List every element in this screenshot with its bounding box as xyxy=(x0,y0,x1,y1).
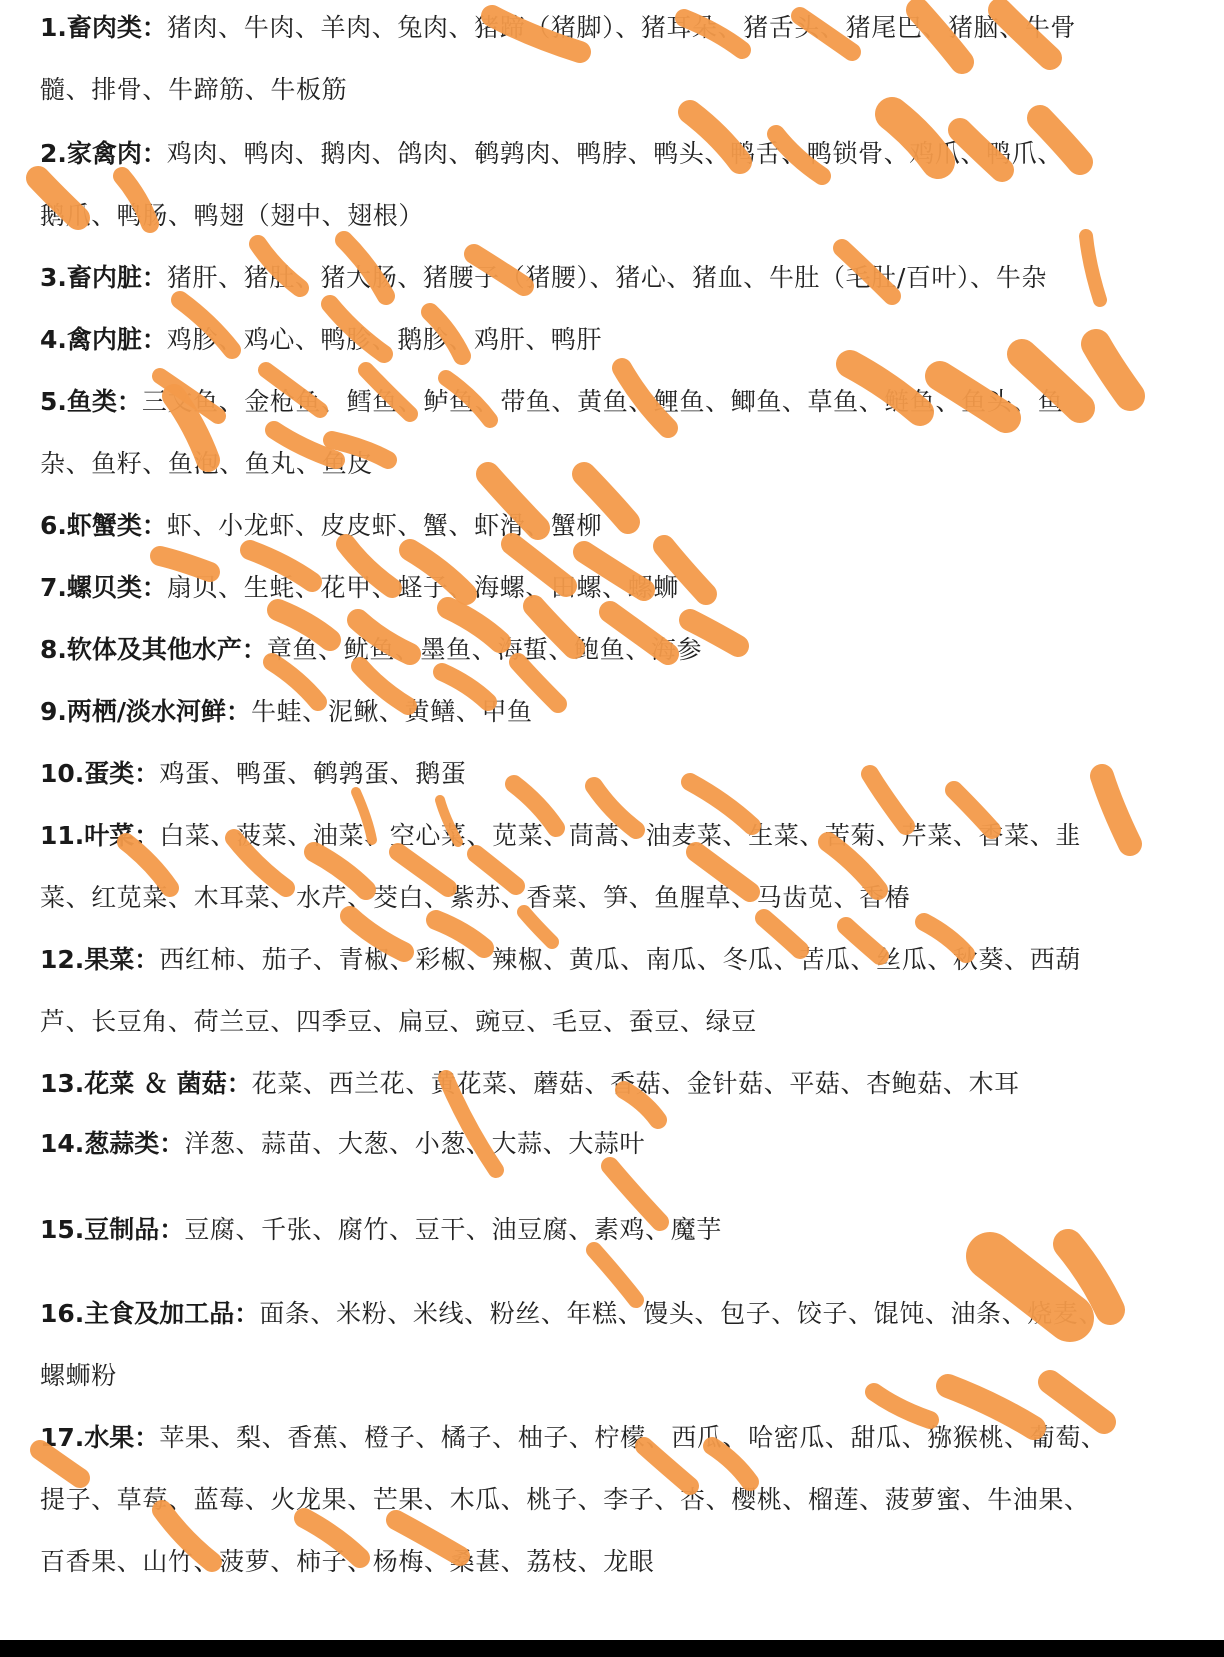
category-label: 花菜 ＆ 菌菇： xyxy=(84,1069,252,1098)
category-label: 两栖/淡水河鲜： xyxy=(66,697,252,726)
list-line xyxy=(40,196,1204,236)
category-label: 禽内脏： xyxy=(66,325,167,354)
list-line xyxy=(40,444,1204,484)
list-line xyxy=(40,320,1204,360)
list-line xyxy=(40,692,1204,732)
food-items-text: 鹅爪、鸭肠、鸭翅（翅中、翅根） xyxy=(40,201,425,230)
list-line xyxy=(40,1480,1204,1520)
food-items-text: 白菜、菠菜、油菜、空心菜、苋菜、茼蒿、油麦菜、生菜、苦菊、芹菜、香菜、韭 xyxy=(159,821,1081,850)
category-number: 17. xyxy=(40,1423,85,1452)
food-items-text: 螺蛳粉 xyxy=(40,1361,117,1390)
food-items-text: 猪肉、牛肉、羊肉、兔肉、猪蹄（猪脚）、猪耳朵、猪舌头、猪尾巴、猪脑、牛骨 xyxy=(166,13,1077,42)
category-number: 7. xyxy=(40,573,67,602)
category-number: 5. xyxy=(40,387,67,416)
category-label: 畜肉类： xyxy=(66,13,167,42)
category-label: 叶菜： xyxy=(84,821,160,850)
list-line xyxy=(40,1294,1204,1334)
food-items-text: 花菜、西兰花、黄花菜、蘑菇、香菇、金针菇、平菇、杏鲍菇、木耳 xyxy=(251,1069,1020,1098)
list-line xyxy=(40,1542,1204,1582)
list-line xyxy=(40,8,1204,48)
list-line xyxy=(40,754,1204,794)
food-items-text: 鸡胗、鸡心、鸭胗、鹅胗、鸡肝、鸭肝 xyxy=(166,325,603,354)
list-line xyxy=(40,506,1204,546)
food-items-text: 提子、草莓、蓝莓、火龙果、芒果、木瓜、桃子、李子、杏、樱桃、榴莲、菠萝蜜、牛油果、 xyxy=(40,1485,1090,1514)
list-line xyxy=(40,1064,1204,1104)
category-number: 1. xyxy=(40,13,67,42)
category-label: 螺贝类： xyxy=(66,573,167,602)
food-items-text: 虾、小龙虾、皮皮虾、蟹、虾滑、蟹柳 xyxy=(166,511,603,540)
food-items-text: 豆腐、千张、腐竹、豆干、油豆腐、素鸡、魔芋 xyxy=(184,1215,722,1244)
category-label: 虾蟹类： xyxy=(66,511,167,540)
category-number: 16. xyxy=(40,1299,85,1328)
food-items-text: 苹果、梨、香蕉、橙子、橘子、柚子、柠檬、西瓜、哈密瓜、甜瓜、猕猴桃、葡萄、 xyxy=(159,1423,1107,1452)
category-number: 4. xyxy=(40,325,67,354)
category-label: 鱼类： xyxy=(66,387,142,416)
category-number: 3. xyxy=(40,263,67,292)
category-label: 主食及加工品： xyxy=(84,1299,260,1328)
food-items-text: 杂、鱼籽、鱼泡、鱼丸、鱼皮 xyxy=(40,449,373,478)
category-label: 家禽肉： xyxy=(66,139,167,168)
list-line xyxy=(40,258,1204,298)
food-items-text: 鸡肉、鸭肉、鹅肉、鸽肉、鹌鹑肉、鸭脖、鸭头、鸭舌、鸭锁骨、鸡爪、鸭爪、 xyxy=(166,139,1063,168)
list-line xyxy=(40,1418,1204,1458)
list-line xyxy=(40,1002,1204,1042)
food-items-text: 百香果、山竹、菠萝、柿子、杨梅、桑葚、荔枝、龙眼 xyxy=(40,1547,655,1576)
food-items-text: 牛蛙、泥鳅、黄鳝、甲鱼 xyxy=(251,697,533,726)
category-label: 水果： xyxy=(84,1423,160,1452)
category-number: 9. xyxy=(40,697,67,726)
food-items-text: 髓、排骨、牛蹄筋、牛板筋 xyxy=(40,75,348,104)
list-line xyxy=(40,878,1204,918)
category-number: 6. xyxy=(40,511,67,540)
list-line xyxy=(40,568,1204,608)
category-label: 果菜： xyxy=(84,945,160,974)
food-items-text: 猪肝、猪肚、猪大肠、猪腰子（猪腰）、猪心、猪血、牛肚（毛肚/百叶）、牛杂 xyxy=(166,263,1047,292)
category-label: 豆制品： xyxy=(84,1215,185,1244)
category-label: 畜内脏： xyxy=(66,263,167,292)
list-line xyxy=(40,630,1204,670)
category-number: 11. xyxy=(40,821,85,850)
category-label: 软体及其他水产： xyxy=(66,635,267,664)
food-items-text: 扇贝、生蚝、花甲、蛏子、海螺、田螺、螺蛳 xyxy=(166,573,679,602)
list-line xyxy=(40,1356,1204,1396)
category-number: 2. xyxy=(40,139,67,168)
list-line xyxy=(40,134,1204,174)
category-number: 15. xyxy=(40,1215,85,1244)
category-number: 8. xyxy=(40,635,67,664)
list-line xyxy=(40,1210,1204,1250)
food-items-text: 面条、米粉、米线、粉丝、年糕、馒头、包子、饺子、馄饨、油条、烧麦、 xyxy=(259,1299,1105,1328)
list-line xyxy=(40,940,1204,980)
category-label: 葱蒜类： xyxy=(84,1129,185,1158)
category-number: 10. xyxy=(40,759,85,788)
category-label: 蛋类： xyxy=(84,759,160,788)
food-items-text: 鸡蛋、鸭蛋、鹌鹑蛋、鹅蛋 xyxy=(159,759,467,788)
category-number: 12. xyxy=(40,945,85,974)
food-items-text: 章鱼、鱿鱼、墨鱼、海蜇、鲍鱼、海参 xyxy=(266,635,703,664)
food-items-text: 西红柿、茄子、青椒、彩椒、辣椒、黄瓜、南瓜、冬瓜、苦瓜、丝瓜、秋葵、西葫 xyxy=(159,945,1081,974)
list-line xyxy=(40,816,1204,856)
food-items-text: 芦、长豆角、荷兰豆、四季豆、扁豆、豌豆、毛豆、蚕豆、绿豆 xyxy=(40,1007,757,1036)
list-line xyxy=(40,70,1204,110)
category-number: 14. xyxy=(40,1129,85,1158)
food-items-text: 三文鱼、金枪鱼、鳕鱼、鲈鱼、带鱼、黄鱼、鲤鱼、鲫鱼、草鱼、鲢鱼、鱼头、鱼 xyxy=(141,387,1064,416)
list-line xyxy=(40,382,1204,422)
food-items-text: 菜、红苋菜、木耳菜、水芹、茭白、紫苏、香菜、笋、鱼腥草、马齿苋、香椿 xyxy=(40,883,911,912)
food-items-text: 洋葱、蒜苗、大葱、小葱、大蒜、大蒜叶 xyxy=(184,1129,646,1158)
category-number: 13. xyxy=(40,1069,85,1098)
list-line xyxy=(40,1124,1204,1164)
